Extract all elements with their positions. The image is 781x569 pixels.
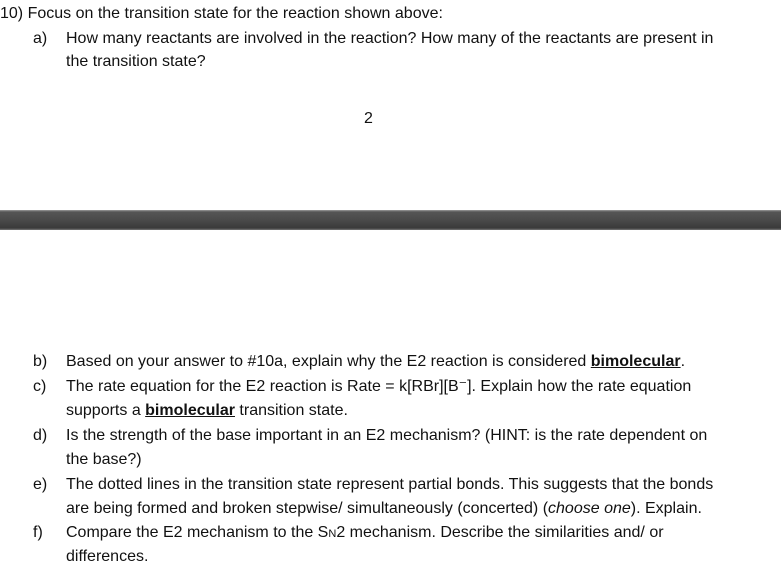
part-d-line-2: the base?) bbox=[66, 451, 142, 468]
part-f-subscript: N bbox=[328, 528, 337, 540]
part-c-label: c) bbox=[33, 378, 47, 395]
part-d-label: d) bbox=[33, 427, 48, 444]
part-b-bold-term: bimolecular bbox=[590, 353, 681, 370]
part-f-line-2: differences. bbox=[66, 548, 149, 565]
part-e-line-2-post: ). Explain. bbox=[630, 500, 702, 517]
part-a-label: a) bbox=[33, 30, 48, 47]
page-divider bbox=[0, 210, 781, 230]
part-a-answer: 2 bbox=[364, 110, 373, 127]
part-e-label: e) bbox=[33, 476, 48, 493]
part-c-bold-term: bimolecular bbox=[145, 402, 235, 419]
question-10 bbox=[0, 4, 443, 24]
part-d-line-1: Is the strength of the base important in an E2 mechanism? (HINT: is the rate dependent on bbox=[66, 427, 708, 444]
part-f-line-1-pre: Compare the E2 mechanism to the S bbox=[66, 524, 329, 541]
part-f-line-1 bbox=[66, 523, 664, 544]
part-b-text-post: . bbox=[680, 353, 686, 370]
part-e-italic-term: choose one bbox=[548, 500, 631, 517]
part-b-label: b) bbox=[33, 353, 48, 370]
part-c-line-2 bbox=[66, 401, 348, 421]
part-b-text bbox=[66, 352, 685, 372]
question-title: Focus on the transition state for the reaction shown above: bbox=[27, 5, 443, 22]
part-a-line-1: How many reactants are involved in the reaction? How many of the reactants are present in bbox=[66, 30, 714, 47]
part-b-text-pre: Based on your answer to #10a, explain why the E2 reaction is considered bbox=[66, 353, 591, 370]
part-c-line-2-pre: supports a bbox=[66, 402, 146, 419]
part-f-line-1-post: 2 mechanism. Describe the similarities and/ or bbox=[336, 524, 664, 541]
part-a-line-2: the transition state? bbox=[66, 53, 206, 70]
part-c-line-2-post: transition state. bbox=[234, 402, 348, 419]
question-number: 10) bbox=[0, 5, 24, 22]
part-e-line-2 bbox=[66, 499, 702, 519]
part-e-line-2-pre: are being formed and broken stepwise/ simultaneously (concerted) ( bbox=[66, 500, 549, 517]
part-f-label: f) bbox=[33, 524, 43, 541]
part-e-line-1: The dotted lines in the transition state represent partial bonds. This suggests that the bonds bbox=[66, 476, 714, 493]
part-c-line-1: The rate equation for the E2 reaction is Rate = k[RBr][B⁻]. Explain how the rate equation bbox=[66, 378, 692, 395]
